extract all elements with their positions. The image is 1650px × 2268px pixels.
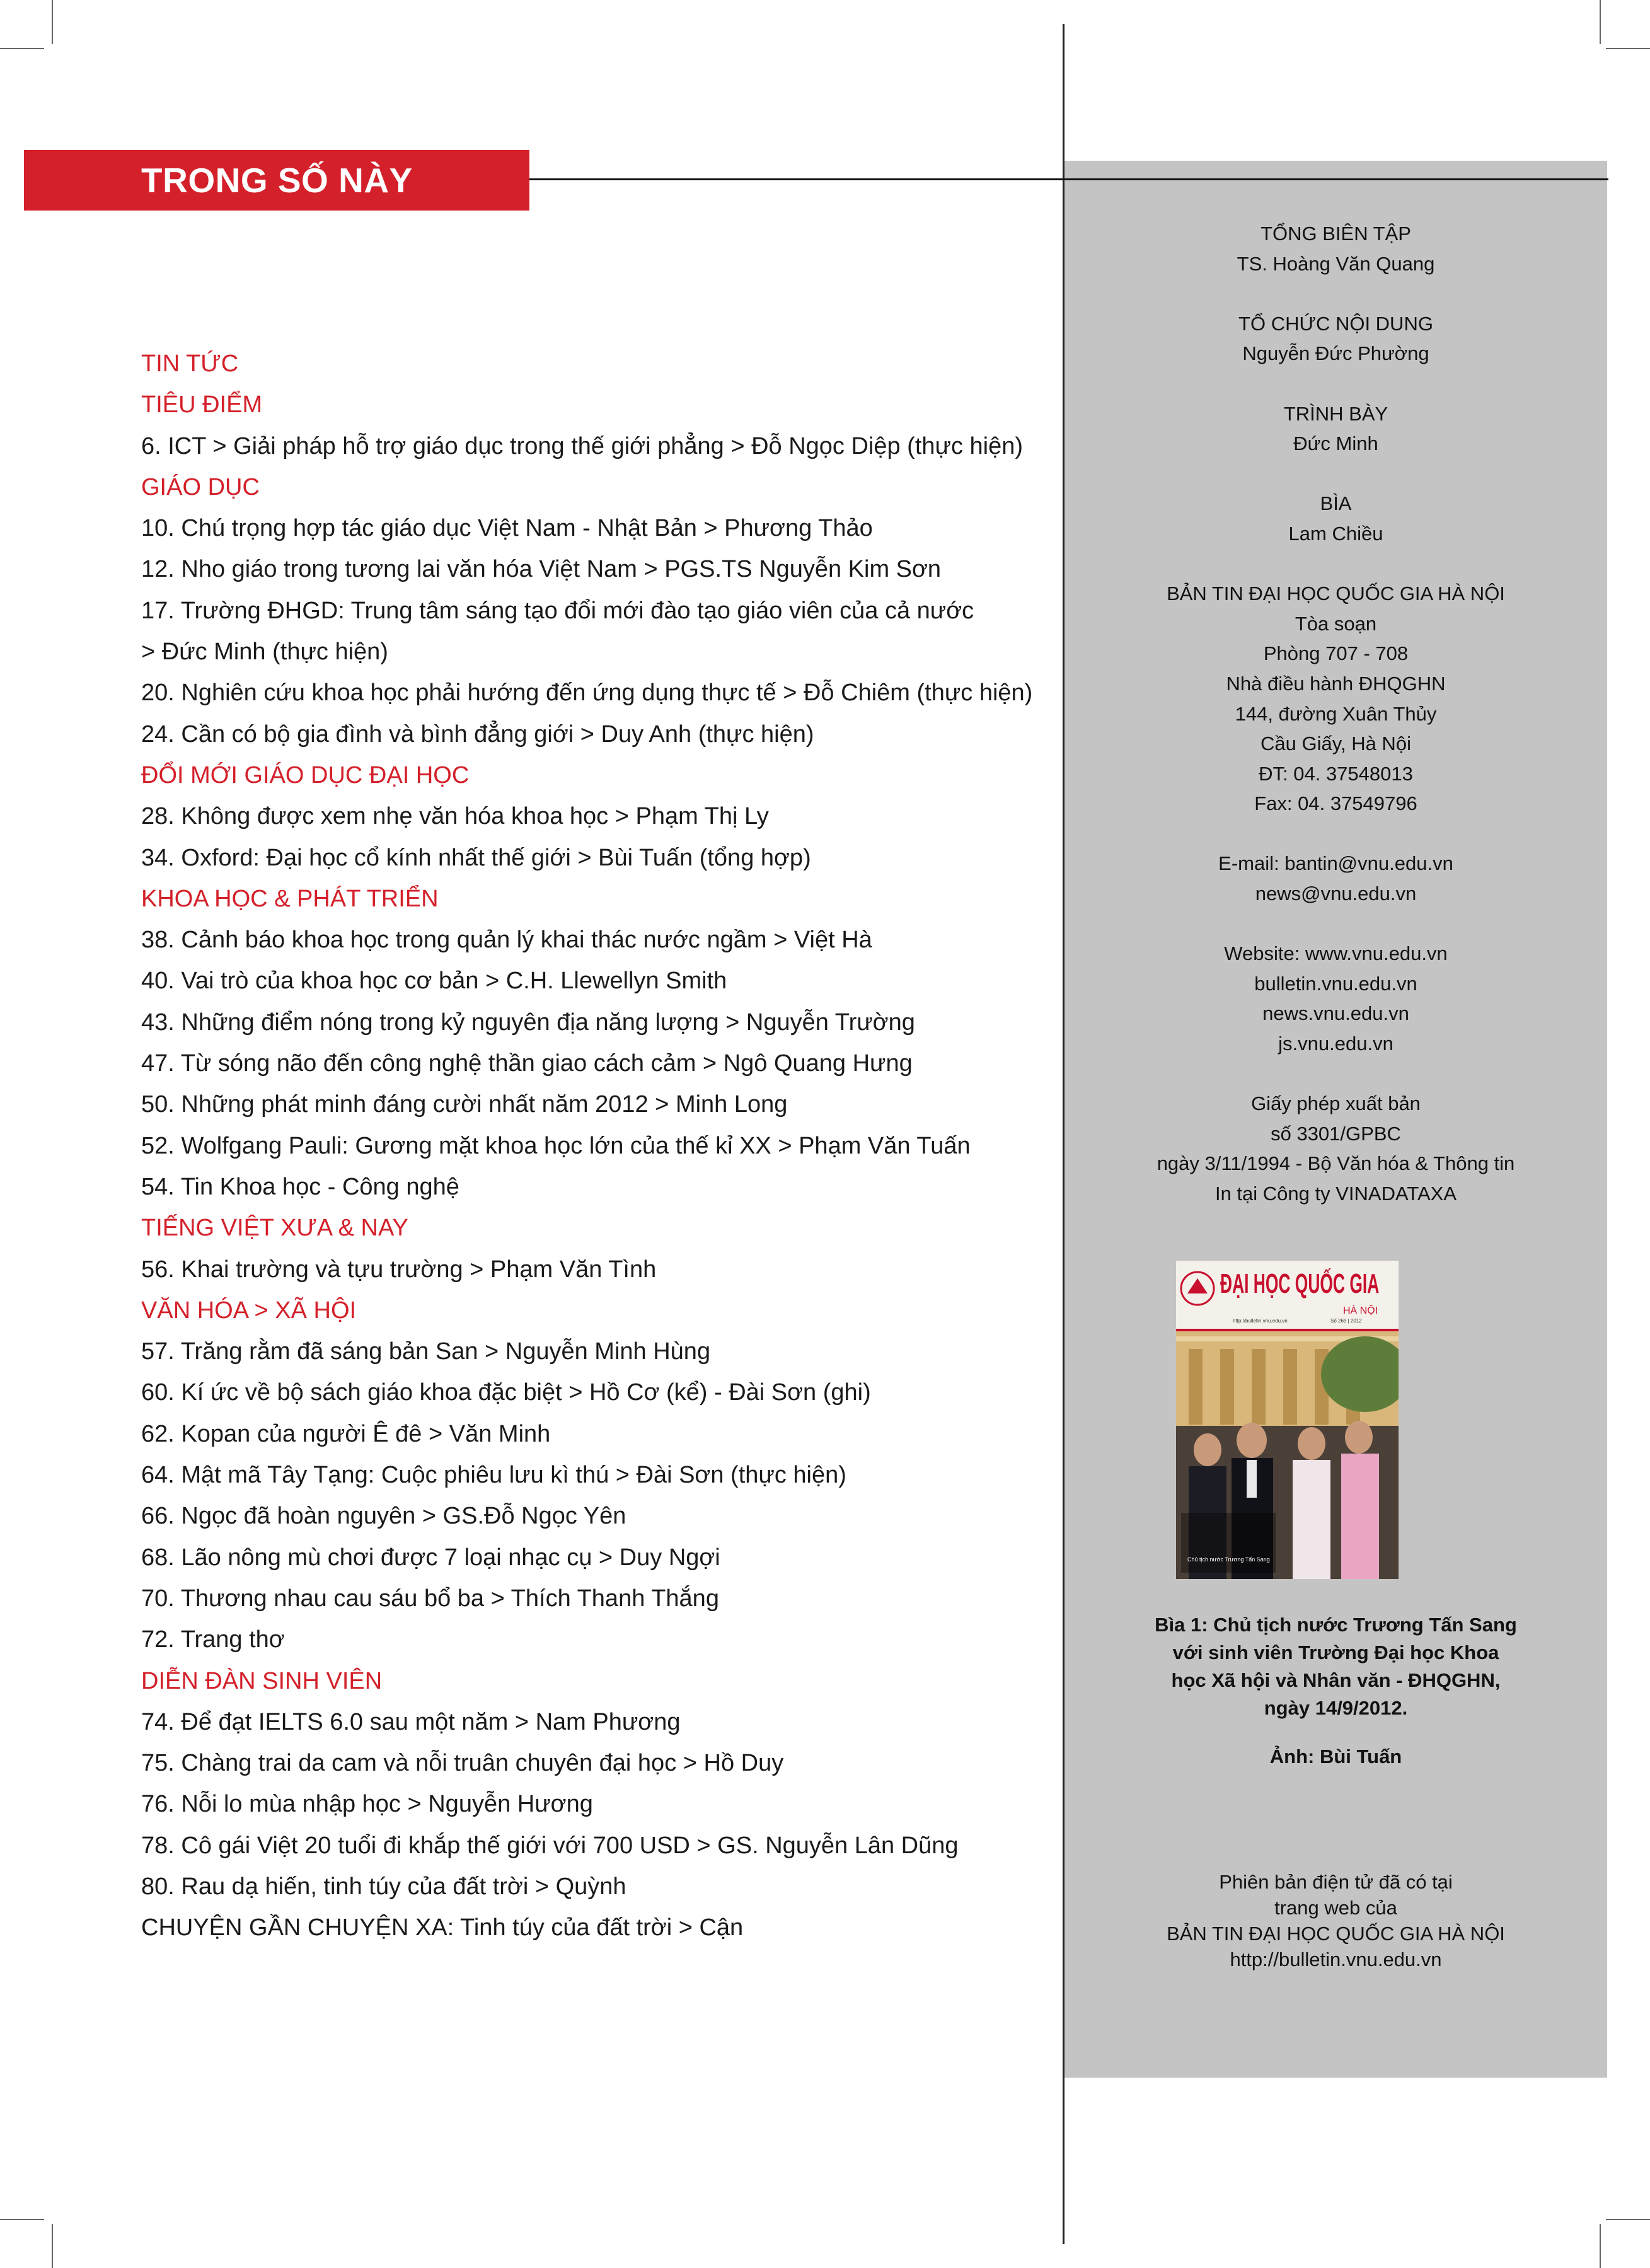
toc-section-heading: DIỄN ĐÀN SINH VIÊN <box>141 1667 383 1694</box>
toc-entry: 54. Tin Khoa học - Công nghệ <box>141 1173 459 1200</box>
masthead-line: Website: www.vnu.edu.vn <box>1224 942 1448 965</box>
toc-entry: > Đức Minh (thực hiện) <box>141 639 388 666</box>
masthead-line: ngày 3/11/1994 - Bộ Văn hóa & Thông tin <box>1157 1152 1515 1175</box>
masthead-line: Phòng 707 - 708 <box>1263 642 1409 665</box>
toc-entry: 10. Chú trọng hợp tác giáo dục Việt Nam - Nhật Bản > Phương Thảo <box>141 515 873 542</box>
toc-entry: 20. Nghiên cứu khoa học phải hướng đến ứng dụng thực tế > Đỗ Chiêm (thực hiện) <box>141 680 1033 707</box>
masthead-line: Cầu Giấy, Hà Nội <box>1261 732 1411 755</box>
crop-mark <box>1606 2219 1650 2220</box>
toc-entry: 57. Trăng rằm đã sáng bản San > Nguyễn Minh Hùng <box>141 1338 711 1365</box>
masthead-line: ĐT: 04. 37548013 <box>1259 762 1413 785</box>
footer-line: http://bulletin.vnu.edu.vn <box>1230 1948 1442 1970</box>
toc-entry: 43. Những điểm nóng trong kỷ nguyên địa năng lượng > Nguyễn Trường <box>141 1009 915 1036</box>
masthead-info <box>1064 219 1607 1209</box>
toc-entry: 40. Vai trò của khoa học cơ bản > C.H. Llewellyn Smith <box>141 968 727 995</box>
cover-caption-block <box>1064 1611 1607 1771</box>
toc-section-heading: TIẾNG VIỆT XƯA & NAY <box>141 1215 408 1242</box>
cover-masthead-sub: HÀ NỘI <box>1343 1305 1378 1316</box>
toc-section-heading: TIÊU ĐIỂM <box>141 391 263 419</box>
crop-mark <box>0 2219 44 2220</box>
page-title: TRONG SỐ NÀY <box>141 161 413 200</box>
masthead-line: news@vnu.edu.vn <box>1255 882 1417 905</box>
caption-line: với sinh viên Trường Đại học Khoa <box>1172 1641 1499 1663</box>
header-rule <box>529 178 1608 180</box>
toc-entry: 28. Không được xem nhẹ văn hóa khoa học > Phạm Thị Ly <box>141 803 769 830</box>
toc-entry: 64. Mật mã Tây Tạng: Cuộc phiêu lưu kì thú > Đài Sơn (thực hiện) <box>141 1462 846 1489</box>
masthead-line: TS. Hoàng Văn Quang <box>1237 252 1435 275</box>
masthead-line: Giấy phép xuất bản <box>1251 1092 1421 1115</box>
crop-mark <box>1606 48 1650 49</box>
toc-section-heading: KHOA HỌC & PHÁT TRIỂN <box>141 885 439 912</box>
masthead-line: BẢN TIN ĐẠI HỌC QUỐC GIA HÀ NỘI <box>1167 582 1505 605</box>
masthead-line: Nhà điều hành ĐHQGHN <box>1226 672 1446 695</box>
toc-section-heading: TIN TỨC <box>141 350 239 377</box>
masthead-line: Lam Chiều <box>1288 522 1383 545</box>
toc-entry: 60. Kí ức về bộ sách giáo khoa đặc biệt > Hồ Cơ (kể) - Đài Sơn (ghi) <box>141 1379 871 1406</box>
masthead-line: BÌA <box>1320 492 1352 515</box>
spacer <box>1064 549 1607 579</box>
table-of-contents <box>141 344 1036 1949</box>
toc-entry: 75. Chàng trai da cam và nỗi truân chuyên đại học > Hồ Duy <box>141 1750 784 1777</box>
toc-entry: 70. Thương nhau cau sáu bổ ba > Thích Thanh Thắng <box>141 1585 719 1612</box>
masthead-line: 144, đường Xuân Thủy <box>1235 702 1437 725</box>
cover-caption: Chủ tịch nước Trương Tấn Sang <box>1187 1556 1270 1563</box>
spacer <box>1064 1722 1607 1743</box>
cover-thumbnail <box>1176 1261 1399 1579</box>
toc-entry: 72. Trang thơ <box>141 1626 285 1653</box>
spacer <box>1064 819 1607 849</box>
masthead-line: Fax: 04. 37549796 <box>1254 792 1417 815</box>
crop-mark <box>1600 2224 1601 2268</box>
toc-entry: 24. Cần có bộ gia đình và bình đẳng giới > Duy Anh (thực hiện) <box>141 720 814 748</box>
footer-line: trang web của <box>1274 1897 1397 1919</box>
crop-mark <box>1600 0 1601 44</box>
masthead-line: In tại Công ty VINADATAXA <box>1214 1183 1457 1205</box>
spacer <box>1064 459 1607 489</box>
toc-entry: 34. Oxford: Đại học cổ kính nhất thế giới > Bùi Tuấn (tổng hợp) <box>141 844 811 871</box>
spacer <box>1064 279 1607 309</box>
toc-entry: 12. Nho giáo trong tương lai văn hóa Việt Nam > PGS.TS Nguyễn Kim Sơn <box>141 556 942 583</box>
toc-entry: 38. Cảnh báo khoa học trong quản lý khai thác nước ngầm > Việt Hà <box>141 927 872 954</box>
masthead-line: js.vnu.edu.vn <box>1278 1033 1393 1055</box>
masthead-line: TỔ CHỨC NỘI DUNG <box>1238 312 1433 335</box>
masthead-line: số 3301/GPBC <box>1271 1122 1401 1145</box>
caption-line: Ảnh: Bùi Tuấn <box>1269 1745 1402 1768</box>
toc-entry: 17. Trường ĐHGD: Trung tâm sáng tạo đổi mới đào tạo giáo viên của cả nước <box>141 597 974 624</box>
toc-entry: 50. Những phát minh đáng cười nhất năm 2012 > Minh Long <box>141 1091 788 1118</box>
masthead-line: TỔNG BIÊN TẬP <box>1261 223 1411 245</box>
caption-line: Bìa 1: Chủ tịch nước Trương Tấn Sang <box>1155 1614 1517 1636</box>
spacer <box>1064 369 1607 399</box>
cover-masthead: ĐẠI HỌC QUỐC GIA <box>1220 1268 1380 1299</box>
toc-entry: 52. Wolfgang Pauli: Gương mặt khoa học lớn của thế kỉ XX > Phạm Văn Tuấn <box>141 1132 971 1159</box>
toc-entry: 62. Kopan của người Ê đê > Văn Minh <box>141 1420 551 1447</box>
footer-line: Phiên bản điện tử đã có tại <box>1219 1871 1453 1893</box>
toc-section-heading: ĐỔI MỚI GIÁO DỤC ĐẠI HỌC <box>141 761 470 789</box>
footer-line: BẢN TIN ĐẠI HỌC QUỐC GIA HÀ NỘI <box>1167 1923 1505 1945</box>
masthead-line: news.vnu.edu.vn <box>1262 1002 1409 1025</box>
toc-entry: 66. Ngọc đã hoàn nguyên > GS.Đỗ Ngọc Yên <box>141 1503 626 1530</box>
masthead-line: bulletin.vnu.edu.vn <box>1254 972 1417 995</box>
cover-issue: Số 269 | 2012 <box>1330 1318 1362 1324</box>
masthead-line: Nguyễn Đức Phường <box>1242 342 1429 365</box>
online-version-note <box>1064 1869 1607 1972</box>
masthead-line: TRÌNH BÀY <box>1283 402 1388 425</box>
caption-line: học Xã hội và Nhân văn - ĐHQGHN, <box>1171 1669 1501 1691</box>
toc-entry: 74. Để đạt IELTS 6.0 sau một năm > Nam Phương <box>141 1708 681 1735</box>
toc-entry: 6. ICT > Giải pháp hỗ trợ giáo dục trong thế giới phẳng > Đỗ Ngọc Diệp (thực hiện) <box>141 432 1024 460</box>
spacer <box>1064 1059 1607 1089</box>
toc-entry: 76. Nỗi lo mùa nhập học > Nguyễn Hương <box>141 1791 593 1818</box>
toc-entry: CHUYỆN GẦN CHUYỆN XA: Tinh túy của đất trời > Cận <box>141 1914 744 1941</box>
cover-url: http://bulletin.vnu.edu.vn <box>1233 1318 1288 1324</box>
crop-mark <box>0 48 44 49</box>
crop-mark <box>52 0 53 44</box>
toc-section-heading: GIÁO DỤC <box>141 473 260 500</box>
toc-entry: 56. Khai trường và tựu trường > Phạm Văn Tình <box>141 1256 657 1283</box>
crop-mark <box>52 2224 53 2268</box>
masthead-line: E-mail: bantin@vnu.edu.vn <box>1218 852 1453 875</box>
toc-entry: 47. Từ sóng não đến công nghệ thần giao cách cảm > Ngô Quang Hưng <box>141 1050 913 1077</box>
masthead-line: Đức Minh <box>1293 432 1378 455</box>
toc-section-heading: VĂN HÓA > XÃ HỘI <box>141 1297 357 1324</box>
toc-entry: 80. Rau dạ hiến, tinh túy của đất trời > Quỳnh <box>141 1873 626 1900</box>
toc-entry: 68. Lão nông mù chơi được 7 loại nhạc cụ > Duy Ngợi <box>141 1544 720 1571</box>
spacer <box>1064 909 1607 939</box>
masthead-line: Tòa soạn <box>1295 612 1377 635</box>
toc-entry: 78. Cô gái Việt 20 tuổi đi khắp thế giới với 700 USD > GS. Nguyễn Lân Dũng <box>141 1832 959 1859</box>
caption-line: ngày 14/9/2012. <box>1264 1697 1408 1719</box>
